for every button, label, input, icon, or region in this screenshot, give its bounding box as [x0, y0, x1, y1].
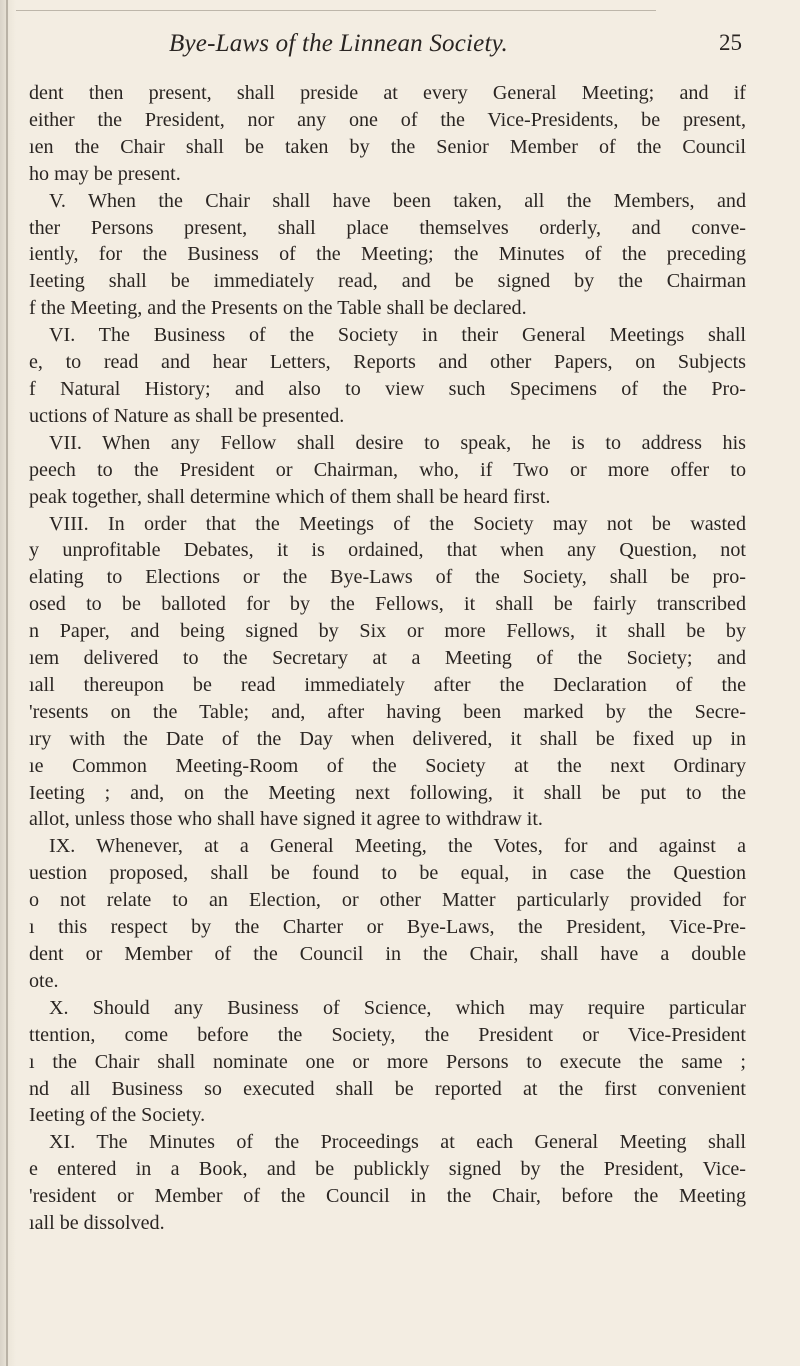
text-line: allot, unless those who shall have signed it agree to withdraw it. [29, 808, 543, 831]
text-line: f the Meeting, and the Presents on the Table shall be declared. [29, 297, 527, 320]
text-line: VII. When any Fellow shall desire to speak, he is to address his [49, 431, 746, 454]
text-line: Ieeting shall be immediately read, and be signed by the Chairman [29, 270, 746, 293]
text-line: ıry with the Date of the Day when delivered, it shall be fixed up in [29, 727, 746, 750]
text-line: ıe Common Meeting-Room of the Society at the next Ordinary [29, 754, 746, 777]
text-line: peech to the President or Chairman, who, if Two or more offer to [29, 458, 746, 481]
text-line: ıem delivered to the Secretary at a Meeting of the Society; and [29, 647, 746, 670]
page-number: 25 [719, 30, 742, 55]
text-line: peak together, shall determine which of them shall be heard first. [29, 485, 551, 508]
text-line: y unprofitable Debates, it is ordained, that when any Question, not [29, 539, 746, 562]
text-line: either the President, nor any one of the Vice-Presidents, be present, [29, 108, 746, 131]
text-line: f Natural History; and also to view such Specimens of the Pro- [29, 377, 746, 400]
text-line: Ieeting of the Society. [29, 1104, 206, 1127]
text-line: nd all Business so executed shall be reported at the first convenient [29, 1077, 746, 1100]
text-line: 'resents on the Table; and, after having been marked by the Secre- [29, 700, 746, 723]
text-line: iently, for the Business of the Meeting; the Minutes of the preceding [29, 243, 746, 266]
text-line: X. Should any Business of Science, which may require particular [49, 996, 746, 1019]
text-line: ıall thereupon be read immediately after the Declaration of the [29, 673, 746, 696]
text-line: uctions of Nature as shall be presented. [29, 404, 345, 427]
body-text [29, 80, 746, 1237]
text-line: osed to be balloted for by the Fellows, it shall be fairly transcribed [29, 593, 746, 616]
running-head [29, 26, 746, 66]
text-line: V. When the Chair shall have been taken, all the Members, and [49, 189, 746, 212]
text-line: o not relate to an Election, or other Matter particularly provided for [29, 889, 746, 912]
text-line: ıall be dissolved. [29, 1212, 165, 1235]
text-line: VI. The Business of the Society in their General Meetings shall [49, 324, 746, 347]
text-line: 'resident or Member of the Council in the Chair, before the Meeting [29, 1185, 746, 1208]
text-line: n Paper, and being signed by Six or more Fellows, it shall be by [29, 620, 746, 643]
running-title: Bye-Laws of the Linnean Society. [169, 30, 508, 57]
text-line: e, to read and hear Letters, Reports and other Papers, on Subjects [29, 351, 746, 374]
text-line: uestion proposed, shall be found to be equal, in case the Question [29, 862, 746, 885]
text-line: IX. Whenever, at a General Meeting, the Votes, for and against a [49, 835, 746, 858]
text-line: dent or Member of the Council in the Chair, shall have a double [29, 943, 746, 965]
text-line: ıen the Chair shall be taken by the Senior Member of the Council [29, 135, 746, 158]
text-line: e entered in a Book, and be publickly signed by the President, Vice- [29, 1158, 746, 1181]
text-line: VIII. In order that the Meetings of the Society may not be wasted [49, 512, 746, 535]
text-line: ı the Chair shall nominate one or more Persons to execute the same ; [29, 1050, 746, 1073]
text-line: ther Persons present, shall place themselves orderly, and conve- [29, 216, 746, 239]
text-line: ttention, come before the Society, the President or Vice-President [29, 1023, 746, 1046]
text-line: elating to Elections or the Bye-Laws of the Society, shall be pro- [29, 566, 746, 589]
text-line: ı this respect by the Charter or Bye-Laws, the President, Vice-Pre- [29, 916, 746, 939]
text-line: ho may be present. [29, 162, 181, 185]
text-line: ote. [29, 969, 59, 992]
text-line: dent then present, shall preside at every General Meeting; and if [29, 82, 746, 104]
text-line: Ieeting ; and, on the Meeting next following, it shall be put to the [29, 781, 746, 804]
text-line: XI. The Minutes of the Proceedings at each General Meeting shall [49, 1131, 746, 1154]
